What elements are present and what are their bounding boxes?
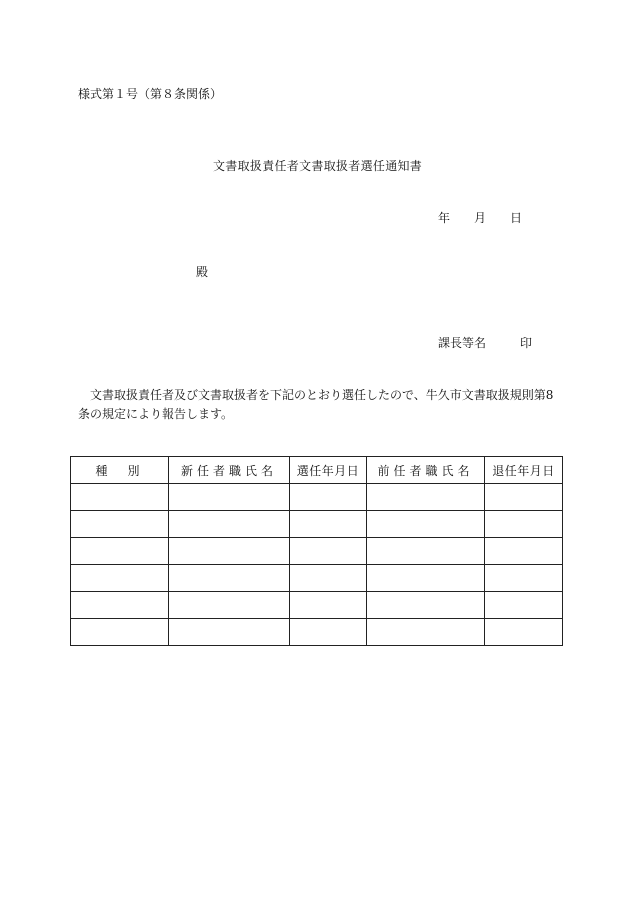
form-number: 様式第１号（第８条関係）	[78, 87, 223, 101]
body-paragraph: 文書取扱責任者及び文書取扱者を下記のとおり選任したので、牛久市文書取扱規則第8条の規定により報告します。	[78, 388, 554, 421]
table-row	[71, 619, 563, 646]
table-cell[interactable]	[71, 565, 169, 592]
table-cell[interactable]	[290, 565, 367, 592]
appointment-table	[70, 456, 563, 646]
table-cell[interactable]	[485, 565, 563, 592]
table-cell[interactable]	[290, 511, 367, 538]
header-predecessor: 前任者職氏名	[367, 457, 485, 484]
table-cell[interactable]	[169, 484, 290, 511]
table-cell[interactable]	[485, 511, 563, 538]
table-cell[interactable]	[71, 511, 169, 538]
seal-mark: 印	[520, 336, 533, 350]
table-row	[71, 565, 563, 592]
table-cell[interactable]	[367, 619, 485, 646]
table-header-row	[71, 457, 563, 484]
date-year-label: 年	[438, 211, 451, 225]
table-cell[interactable]	[367, 511, 485, 538]
table-cell[interactable]	[71, 592, 169, 619]
table-cell[interactable]	[367, 484, 485, 511]
table-row	[71, 538, 563, 565]
document-title: 文書取扱責任者文書取扱者選任通知書	[213, 159, 423, 173]
table-cell[interactable]	[290, 484, 367, 511]
table-cell[interactable]	[367, 538, 485, 565]
table-cell[interactable]	[169, 592, 290, 619]
sender-label: 課長等名	[438, 336, 487, 350]
table-row	[71, 511, 563, 538]
table-cell[interactable]	[290, 592, 367, 619]
table-row	[71, 484, 563, 511]
header-type: 種 別	[71, 457, 169, 484]
table-cell[interactable]	[290, 619, 367, 646]
table-cell[interactable]	[367, 592, 485, 619]
header-appointment-date: 選任年月日	[290, 457, 367, 484]
table-cell[interactable]	[485, 592, 563, 619]
table-cell[interactable]	[71, 484, 169, 511]
table-row	[71, 592, 563, 619]
table-cell[interactable]	[367, 565, 485, 592]
table-cell[interactable]	[290, 538, 367, 565]
table-cell[interactable]	[169, 619, 290, 646]
table-cell[interactable]	[71, 619, 169, 646]
table-cell[interactable]	[169, 538, 290, 565]
header-new-appointee: 新任者職氏名	[169, 457, 290, 484]
addressee-honorific: 殿	[196, 265, 209, 279]
table-cell[interactable]	[485, 484, 563, 511]
table-cell[interactable]	[169, 511, 290, 538]
date-day-label: 日	[510, 211, 523, 225]
table-cell[interactable]	[169, 565, 290, 592]
table-cell[interactable]	[485, 538, 563, 565]
header-retirement-date: 退任年月日	[485, 457, 563, 484]
table-cell[interactable]	[71, 538, 169, 565]
date-month-label: 月	[474, 211, 487, 225]
table-cell[interactable]	[485, 619, 563, 646]
